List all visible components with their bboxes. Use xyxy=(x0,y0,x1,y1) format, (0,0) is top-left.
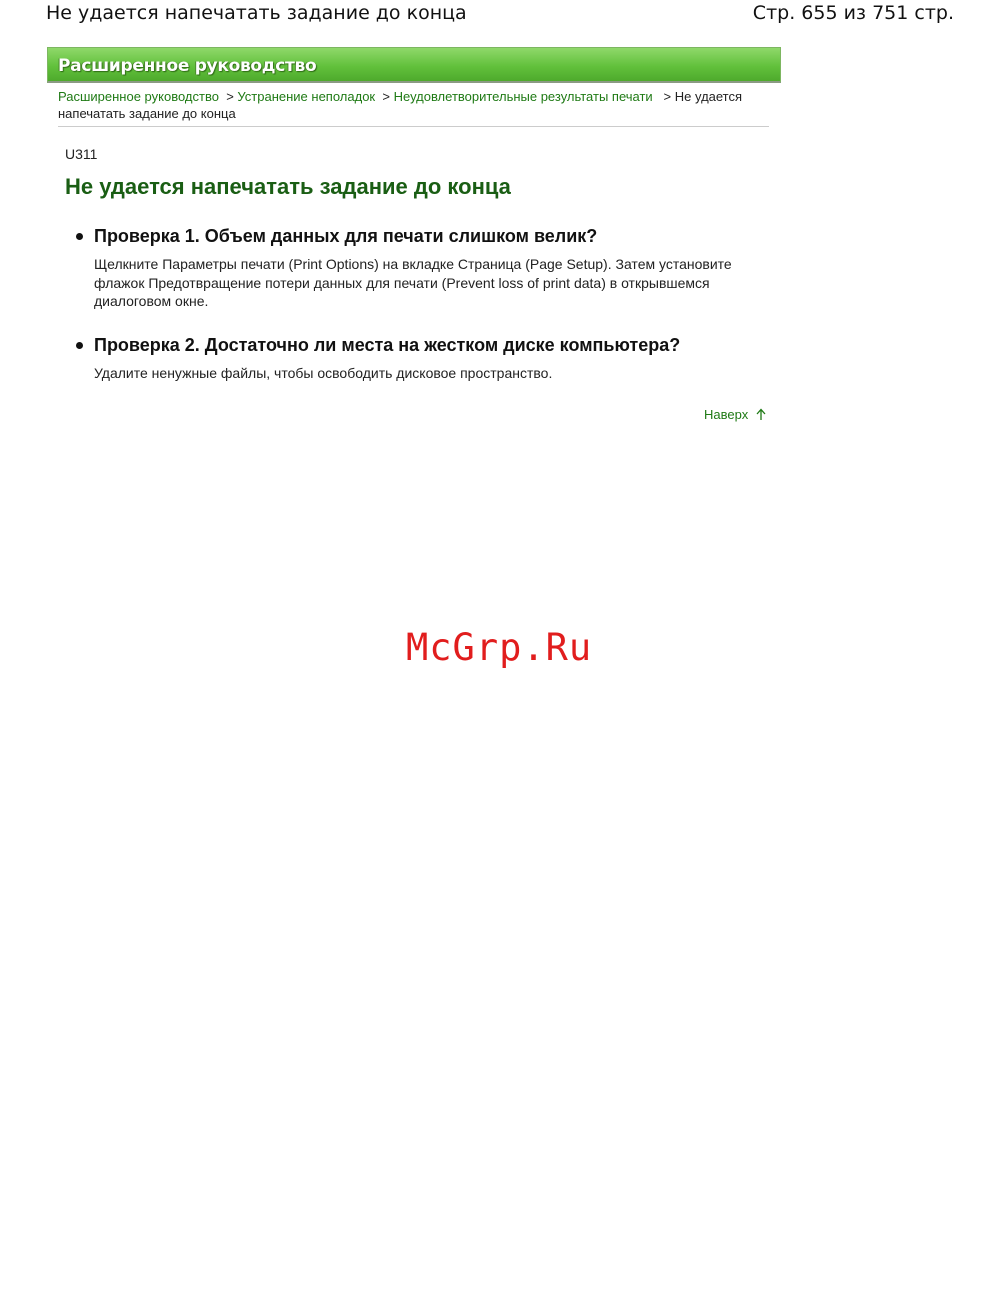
header-divider xyxy=(58,126,769,127)
breadcrumb-separator: > xyxy=(663,89,672,104)
check-item xyxy=(76,333,756,383)
check-body: Щелкните Параметры печати (Print Options) на вкладке Страница (Page Setup). Затем установите флажок Предотвращение потери данных для печати (Prevent loss of print data) в открывшемся диалоговом окне. xyxy=(94,256,732,309)
bullet-icon xyxy=(76,342,83,349)
breadcrumb-separator: > xyxy=(226,89,234,104)
check-heading xyxy=(76,224,756,248)
page-header-title: Не удается напечатать задание до конца xyxy=(46,2,467,24)
to-top-label: Наверх xyxy=(704,407,749,422)
check-heading-text: Проверка 2. Достаточно ли места на жестком диске компьютера? xyxy=(94,335,681,355)
breadcrumb-link-advanced-guide[interactable]: Расширенное руководство xyxy=(58,89,219,104)
article-code: U311 xyxy=(65,146,98,162)
breadcrumb-separator: > xyxy=(382,89,390,104)
check-heading-text: Проверка 1. Объем данных для печати слишком велик? xyxy=(94,226,598,246)
bullet-icon xyxy=(76,233,83,240)
check-body: Удалите ненужные файлы, чтобы освободить дисковое пространство. xyxy=(94,365,553,381)
banner-label: Расширенное руководство xyxy=(58,56,317,76)
breadcrumb-current: Не удается напечатать задание до конца xyxy=(58,89,743,121)
check-item xyxy=(76,224,756,311)
manual-banner xyxy=(47,47,781,83)
breadcrumb-link-troubleshooting[interactable]: Устранение неполадок xyxy=(237,89,376,104)
check-heading xyxy=(76,333,756,357)
page-title: Не удается напечатать задание до конца xyxy=(65,174,511,199)
page-number: Стр. 655 из 751 стр. xyxy=(752,2,954,24)
breadcrumb xyxy=(58,88,770,122)
breadcrumb-link-print-results[interactable]: Неудовлетворительные результаты печати xyxy=(393,89,653,104)
to-top-link[interactable] xyxy=(704,407,767,422)
watermark-logo: McGrp.Ru xyxy=(406,626,593,669)
arrow-up-icon xyxy=(755,408,767,421)
